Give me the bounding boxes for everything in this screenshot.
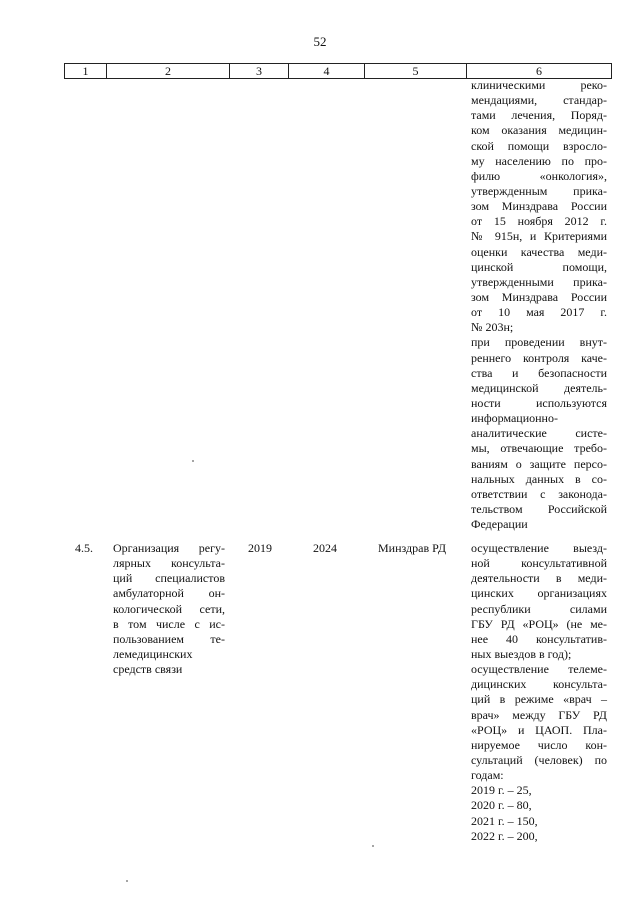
result-line: дицинских консульта- [471,677,607,692]
result-line: 2019 г. – 25, [471,783,532,798]
result-line: утвержденными прика- [471,274,607,289]
result-line: ГБУ РД «РОЦ» (не ме- [471,616,607,631]
result-line: осуществление выезд- [471,541,607,555]
measure-name-line: кологической сети, [113,601,225,616]
result-line: сультаций (человек) по [471,752,607,767]
scan-speck [372,845,374,847]
header-cell-2: 2 [107,64,230,78]
result-line: аналитические систе- [471,426,607,441]
result-line: му населению по про- [471,153,607,168]
result-line: нируемое число кон- [471,737,607,752]
measure-name-line: средств связи [113,662,183,677]
result-line: филю «онкология», [471,168,607,183]
result-line: от 15 ноября 2012 г. [471,214,607,229]
result-line: ской помощи взросло- [471,138,607,153]
result-line: мендациями, стандар- [471,93,607,108]
header-cell-4: 4 [289,64,365,78]
result-line: № 203н; [471,320,514,335]
row-number: 4.5. [75,541,93,555]
result-line: годам: [471,768,504,783]
executor: Минздрав РД [378,541,447,555]
result-line: информационно- [471,411,558,426]
result-line: зом Минздрава России [471,289,607,304]
result-line: клиническими реко- [471,78,607,92]
result-line: 2020 г. – 80, [471,798,532,813]
page-number: 52 [313,34,327,49]
result-line: тами лечения, Поряд- [471,108,607,123]
measure-name-line: пользованием те- [113,631,225,646]
result-line: ной консультативной [471,556,607,571]
result-line: цинской помощи, [471,259,607,274]
result-line: деятельности в меди- [471,571,607,586]
result-line: врач» между ГБУ РД [471,707,607,722]
continued-result-text [471,78,607,532]
measure-name-line: в том числе с ис- [113,616,225,631]
result-line: от 10 мая 2017 г. [471,305,607,320]
measure-name-line: лярных консульта- [113,556,225,571]
result-line: № 915н, и Критериями [471,229,607,244]
measure-name-line: амбулаторной он- [113,586,225,601]
result-line: ных выездов в год); [471,646,572,661]
result-line: ности используются [471,395,607,410]
result-line: утвержденным прика- [471,183,607,198]
result-line: медицинской деятель- [471,380,607,395]
header-cell-1: 1 [65,64,107,78]
expected-result-text [471,541,607,844]
result-line: ства и безопасности [471,365,607,380]
result-line: ответствии с законода- [471,486,607,501]
result-line: зом Минздрава России [471,199,607,214]
result-line: 2021 г. – 150, [471,813,538,828]
result-line: тельством Российской [471,501,607,516]
measure-name-line: лемедицинских [113,646,193,661]
measure-name-line: Организация регу- [113,541,225,555]
result-line: при проведении внут- [471,335,607,350]
result-line: цинских организациях [471,586,607,601]
result-line: нее 40 консультатив- [471,631,607,646]
measure-name [113,541,225,677]
header-cell-6: 6 [536,64,542,78]
scan-speck [192,460,194,462]
result-line: ваниям о защите персо- [471,456,607,471]
result-line: мы, отвечающие требо- [471,441,607,456]
table-header-row [64,63,612,79]
result-line: нальных данных в со- [471,471,607,486]
result-line: Федерации [471,517,528,532]
end-year: 2024 [313,541,337,555]
result-line: 2022 г. – 200, [471,828,538,843]
result-line: «РОЦ» и ЦАОП. Пла- [471,722,607,737]
result-line: республики силами [471,601,607,616]
header-cell-3: 3 [230,64,289,78]
result-line: реннего контроля каче- [471,350,607,365]
scan-speck [126,880,128,882]
measure-name-line: ций специалистов [113,571,225,586]
result-line: осуществление телеме- [471,662,607,677]
header-cell-5: 5 [365,64,467,78]
result-line: ций в режиме «врач – [471,692,607,707]
start-year: 2019 [248,541,272,555]
result-line: ком оказания медицин- [471,123,607,138]
result-line: оценки качества меди- [471,244,607,259]
